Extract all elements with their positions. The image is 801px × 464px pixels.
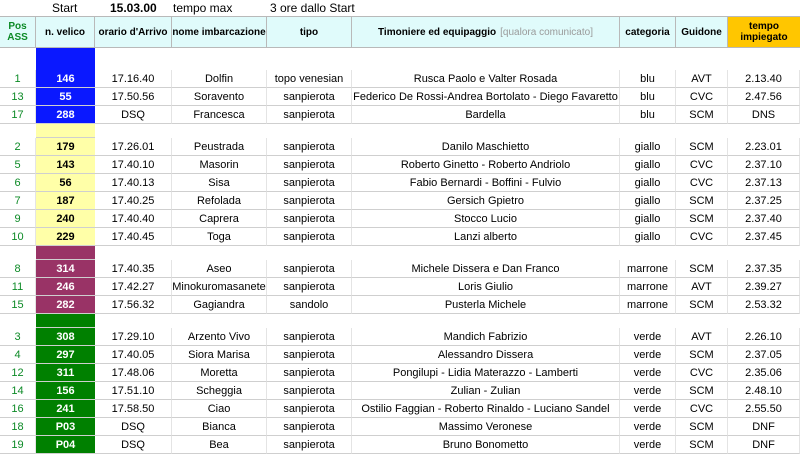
guidone-cell[interactable]: SCM (676, 138, 728, 156)
timoniere-cell[interactable]: Stocco Lucio (352, 210, 620, 228)
start-label: Start (52, 1, 78, 15)
orario-cell[interactable]: DSQ (95, 436, 172, 454)
nome-cell[interactable]: Bea (172, 436, 267, 454)
categoria-cell[interactable]: giallo (620, 138, 676, 156)
tipo-cell[interactable]: sandolo (267, 296, 352, 314)
nome-cell[interactable]: Masorin (172, 156, 267, 174)
results-body (0, 48, 801, 454)
timoniere-cell[interactable]: Fabio Bernardi - Boffini - Fulvio (352, 174, 620, 192)
nome-cell[interactable]: Sisa (172, 174, 267, 192)
orario-cell[interactable]: 17.50.56 (95, 88, 172, 106)
group-separator (0, 124, 801, 138)
orario-cell[interactable]: DSQ (95, 106, 172, 124)
table-row[interactable] (0, 296, 801, 314)
tempo-cell[interactable]: 2.35.06 (728, 364, 800, 382)
table-row[interactable] (0, 436, 801, 454)
tempo-cell[interactable]: 2.55.50 (728, 400, 800, 418)
tipo-cell[interactable]: sanpierota (267, 436, 352, 454)
pos-cell[interactable]: 13 (0, 88, 36, 106)
timoniere-cell[interactable]: Alessandro Dissera (352, 346, 620, 364)
timoniere-cell[interactable]: Rusca Paolo e Valter Rosada (352, 70, 620, 88)
timoniere-cell[interactable]: Lanzi alberto (352, 228, 620, 246)
tempo-cell[interactable]: 2.47.56 (728, 88, 800, 106)
max-time-value: 3 ore dallo Start (270, 1, 355, 15)
table-row[interactable] (0, 156, 801, 174)
orario-cell[interactable]: 17.56.32 (95, 296, 172, 314)
tempo-cell[interactable]: DNF (728, 418, 800, 436)
col-categoria[interactable]: categoria (620, 16, 676, 48)
col-tempo[interactable]: tempo impiegato (728, 16, 800, 48)
table-row[interactable] (0, 382, 801, 400)
pos-cell[interactable]: 10 (0, 228, 36, 246)
guidone-cell[interactable]: SCM (676, 418, 728, 436)
tipo-cell[interactable]: sanpierota (267, 174, 352, 192)
pos-cell[interactable]: 5 (0, 156, 36, 174)
timoniere-cell[interactable]: Michele Dissera e Dan Franco (352, 260, 620, 278)
orario-cell[interactable]: 17.40.05 (95, 346, 172, 364)
velico-cell[interactable]: 246 (36, 278, 95, 296)
table-row[interactable] (0, 364, 801, 382)
velico-cell[interactable]: 308 (36, 328, 95, 346)
velico-cell[interactable]: 297 (36, 346, 95, 364)
guidone-cell[interactable]: SCM (676, 436, 728, 454)
timoniere-cell[interactable]: Bardella (352, 106, 620, 124)
group-color-band (36, 314, 95, 328)
velico-cell[interactable]: 288 (36, 106, 95, 124)
tempo-cell[interactable]: 2.37.10 (728, 156, 800, 174)
col-timoniere-label: Timoniere ed equipaggio (377, 26, 497, 38)
table-row[interactable] (0, 260, 801, 278)
nome-cell[interactable]: Francesca (172, 106, 267, 124)
orario-cell[interactable]: 17.40.10 (95, 156, 172, 174)
orario-cell[interactable]: 17.40.45 (95, 228, 172, 246)
velico-cell[interactable]: 229 (36, 228, 95, 246)
velico-cell[interactable]: 282 (36, 296, 95, 314)
pos-cell[interactable]: 12 (0, 364, 36, 382)
categoria-cell[interactable]: blu (620, 70, 676, 88)
tipo-cell[interactable]: sanpierota (267, 346, 352, 364)
tipo-cell[interactable]: sanpierota (267, 138, 352, 156)
guidone-cell[interactable]: CVC (676, 228, 728, 246)
categoria-cell[interactable]: giallo (620, 174, 676, 192)
tipo-cell[interactable]: sanpierota (267, 192, 352, 210)
table-row[interactable] (0, 138, 801, 156)
categoria-cell[interactable]: giallo (620, 192, 676, 210)
velico-cell[interactable]: 56 (36, 174, 95, 192)
pos-cell[interactable]: 8 (0, 260, 36, 278)
tipo-cell[interactable]: sanpierota (267, 228, 352, 246)
orario-cell[interactable]: 17.48.06 (95, 364, 172, 382)
orario-cell[interactable]: 17.42.27 (95, 278, 172, 296)
orario-cell[interactable]: DSQ (95, 418, 172, 436)
table-row[interactable] (0, 106, 801, 124)
nome-cell[interactable]: Peustrada (172, 138, 267, 156)
pos-cell[interactable]: 15 (0, 296, 36, 314)
nome-cell[interactable]: Moretta (172, 364, 267, 382)
group-color-band (36, 124, 95, 138)
velico-cell[interactable]: 241 (36, 400, 95, 418)
start-time: 15.03.00 (110, 1, 157, 15)
tempo-cell[interactable]: 2.48.10 (728, 382, 800, 400)
categoria-cell[interactable]: marrone (620, 260, 676, 278)
table-row[interactable] (0, 210, 801, 228)
col-pos[interactable]: Pos ASS (0, 16, 36, 48)
velico-cell[interactable]: P04 (36, 436, 95, 454)
categoria-cell[interactable]: giallo (620, 156, 676, 174)
velico-cell[interactable]: P03 (36, 418, 95, 436)
guidone-cell[interactable]: CVC (676, 156, 728, 174)
col-tipo[interactable]: tipo (267, 16, 352, 48)
orario-cell[interactable]: 17.40.13 (95, 174, 172, 192)
table-row[interactable] (0, 88, 801, 106)
guidone-cell[interactable]: SCM (676, 106, 728, 124)
nome-cell[interactable]: Siora Marisa (172, 346, 267, 364)
orario-cell[interactable]: 17.40.40 (95, 210, 172, 228)
guidone-cell[interactable]: SCM (676, 192, 728, 210)
pos-cell[interactable]: 2 (0, 138, 36, 156)
guidone-cell[interactable]: AVT (676, 70, 728, 88)
guidone-cell[interactable]: AVT (676, 328, 728, 346)
timoniere-cell[interactable]: Loris Giulio (352, 278, 620, 296)
nome-cell[interactable]: Caprera (172, 210, 267, 228)
pos-cell[interactable]: 6 (0, 174, 36, 192)
nome-cell[interactable]: Dolfin (172, 70, 267, 88)
tipo-cell[interactable]: topo venesian (267, 70, 352, 88)
tempo-cell[interactable]: 2.37.45 (728, 228, 800, 246)
tempo-cell[interactable]: 2.23.01 (728, 138, 800, 156)
tempo-cell[interactable]: 2.39.27 (728, 278, 800, 296)
timoniere-cell[interactable]: Massimo Veronese (352, 418, 620, 436)
tempo-cell[interactable]: 2.53.32 (728, 296, 800, 314)
nome-cell[interactable]: Arzento Vivo (172, 328, 267, 346)
nome-cell[interactable]: Scheggia (172, 382, 267, 400)
tempo-cell[interactable]: 2.13.40 (728, 70, 800, 88)
velico-cell[interactable]: 314 (36, 260, 95, 278)
tempo-cell[interactable]: DNS (728, 106, 800, 124)
nome-cell[interactable]: Ciao (172, 400, 267, 418)
categoria-cell[interactable]: verde (620, 346, 676, 364)
table-row[interactable] (0, 278, 801, 296)
timoniere-cell[interactable]: Danilo Maschietto (352, 138, 620, 156)
nome-cell[interactable]: Minokuromasanete (172, 278, 267, 296)
tempo-cell[interactable]: DNF (728, 436, 800, 454)
timoniere-cell[interactable]: Ostilio Faggian - Roberto Rinaldo - Luciano Sandel (352, 400, 620, 418)
pos-cell[interactable]: 3 (0, 328, 36, 346)
orario-cell[interactable]: 17.40.25 (95, 192, 172, 210)
categoria-cell[interactable]: marrone (620, 296, 676, 314)
timoniere-cell[interactable]: Roberto Ginetto - Roberto Andriolo (352, 156, 620, 174)
categoria-cell[interactable]: marrone (620, 278, 676, 296)
guidone-cell[interactable]: SCM (676, 296, 728, 314)
categoria-cell[interactable]: verde (620, 364, 676, 382)
table-row[interactable] (0, 228, 801, 246)
col-timoniere-note: [qualora comunicato] (500, 26, 593, 38)
tipo-cell[interactable]: sanpierota (267, 156, 352, 174)
tempo-cell[interactable]: 2.37.40 (728, 210, 800, 228)
categoria-cell[interactable]: verde (620, 436, 676, 454)
guidone-cell[interactable]: CVC (676, 88, 728, 106)
tipo-cell[interactable]: sanpierota (267, 364, 352, 382)
nome-cell[interactable]: Bianca (172, 418, 267, 436)
column-header-row (0, 16, 801, 48)
guidone-cell[interactable]: SCM (676, 382, 728, 400)
categoria-cell[interactable]: verde (620, 418, 676, 436)
categoria-cell[interactable]: verde (620, 382, 676, 400)
pos-cell[interactable]: 17 (0, 106, 36, 124)
orario-cell[interactable]: 17.29.10 (95, 328, 172, 346)
timoniere-cell[interactable]: Federico De Rossi-Andrea Bortolato - Diego Favaretto (352, 88, 620, 106)
group-color-band (36, 48, 95, 70)
nome-cell[interactable]: Gagiandra (172, 296, 267, 314)
table-row[interactable] (0, 400, 801, 418)
timoniere-cell[interactable]: Bruno Bonometto (352, 436, 620, 454)
tipo-cell[interactable]: sanpierota (267, 382, 352, 400)
col-guidone[interactable]: Guidone (676, 16, 728, 48)
velico-cell[interactable]: 187 (36, 192, 95, 210)
pos-cell[interactable]: 7 (0, 192, 36, 210)
col-nome[interactable]: nome imbarcazione (172, 16, 267, 48)
table-row[interactable] (0, 192, 801, 210)
timoniere-cell[interactable]: Zulian - Zulian (352, 382, 620, 400)
orario-cell[interactable]: 17.40.35 (95, 260, 172, 278)
orario-cell[interactable]: 17.58.50 (95, 400, 172, 418)
col-velico[interactable]: n. velico (36, 16, 95, 48)
orario-cell[interactable]: 17.26.01 (95, 138, 172, 156)
orario-cell[interactable]: 17.51.10 (95, 382, 172, 400)
nome-cell[interactable]: Aseo (172, 260, 267, 278)
table-row[interactable] (0, 70, 801, 88)
tipo-cell[interactable]: sanpierota (267, 260, 352, 278)
group-separator (0, 314, 801, 328)
nome-cell[interactable]: Soravento (172, 88, 267, 106)
velico-cell[interactable]: 146 (36, 70, 95, 88)
nome-cell[interactable]: Toga (172, 228, 267, 246)
tempo-cell[interactable]: 2.37.13 (728, 174, 800, 192)
orario-cell[interactable]: 17.16.40 (95, 70, 172, 88)
velico-cell[interactable]: 311 (36, 364, 95, 382)
categoria-cell[interactable]: giallo (620, 228, 676, 246)
nome-cell[interactable]: Refolada (172, 192, 267, 210)
guidone-cell[interactable]: AVT (676, 278, 728, 296)
table-row[interactable] (0, 328, 801, 346)
velico-cell[interactable]: 143 (36, 156, 95, 174)
velico-cell[interactable]: 55 (36, 88, 95, 106)
pos-cell[interactable]: 16 (0, 400, 36, 418)
categoria-cell[interactable]: blu (620, 88, 676, 106)
tempo-cell[interactable]: 2.37.25 (728, 192, 800, 210)
start-info-row (0, 0, 801, 16)
guidone-cell[interactable]: CVC (676, 400, 728, 418)
pos-cell[interactable]: 1 (0, 70, 36, 88)
tempo-cell[interactable]: 2.26.10 (728, 328, 800, 346)
pos-cell[interactable]: 14 (0, 382, 36, 400)
pos-cell[interactable]: 18 (0, 418, 36, 436)
group-separator (0, 48, 801, 70)
velico-cell[interactable]: 156 (36, 382, 95, 400)
pos-cell[interactable]: 19 (0, 436, 36, 454)
categoria-cell[interactable]: giallo (620, 210, 676, 228)
velico-cell[interactable]: 240 (36, 210, 95, 228)
group-separator (0, 246, 801, 260)
guidone-cell[interactable]: SCM (676, 346, 728, 364)
timoniere-cell[interactable]: Mandich Fabrizio (352, 328, 620, 346)
pos-cell[interactable]: 9 (0, 210, 36, 228)
tipo-cell[interactable]: sanpierota (267, 278, 352, 296)
velico-cell[interactable]: 179 (36, 138, 95, 156)
tempo-cell[interactable]: 2.37.05 (728, 346, 800, 364)
timoniere-cell[interactable]: Pusterla Michele (352, 296, 620, 314)
pos-cell[interactable]: 4 (0, 346, 36, 364)
pos-cell[interactable]: 11 (0, 278, 36, 296)
guidone-cell[interactable]: SCM (676, 210, 728, 228)
col-timoniere[interactable] (352, 16, 620, 48)
timoniere-cell[interactable]: Gersich Gpietro (352, 192, 620, 210)
timoniere-cell[interactable]: Pongilupi - Lidia Materazzo - Lamberti (352, 364, 620, 382)
tipo-cell[interactable]: sanpierota (267, 418, 352, 436)
categoria-cell[interactable]: verde (620, 400, 676, 418)
col-orario[interactable]: orario d'Arrivo (95, 16, 172, 48)
tipo-cell[interactable]: sanpierota (267, 400, 352, 418)
categoria-cell[interactable]: verde (620, 328, 676, 346)
guidone-cell[interactable]: SCM (676, 260, 728, 278)
max-time-label: tempo max (173, 1, 233, 15)
guidone-cell[interactable]: CVC (676, 364, 728, 382)
categoria-cell[interactable]: blu (620, 106, 676, 124)
guidone-cell[interactable]: CVC (676, 174, 728, 192)
tempo-cell[interactable]: 2.37.35 (728, 260, 800, 278)
tipo-cell[interactable]: sanpierota (267, 88, 352, 106)
group-color-band (36, 246, 95, 260)
tipo-cell[interactable]: sanpierota (267, 328, 352, 346)
tipo-cell[interactable]: sanpierota (267, 106, 352, 124)
table-row[interactable] (0, 418, 801, 436)
tipo-cell[interactable]: sanpierota (267, 210, 352, 228)
table-row[interactable] (0, 346, 801, 364)
table-row[interactable] (0, 174, 801, 192)
